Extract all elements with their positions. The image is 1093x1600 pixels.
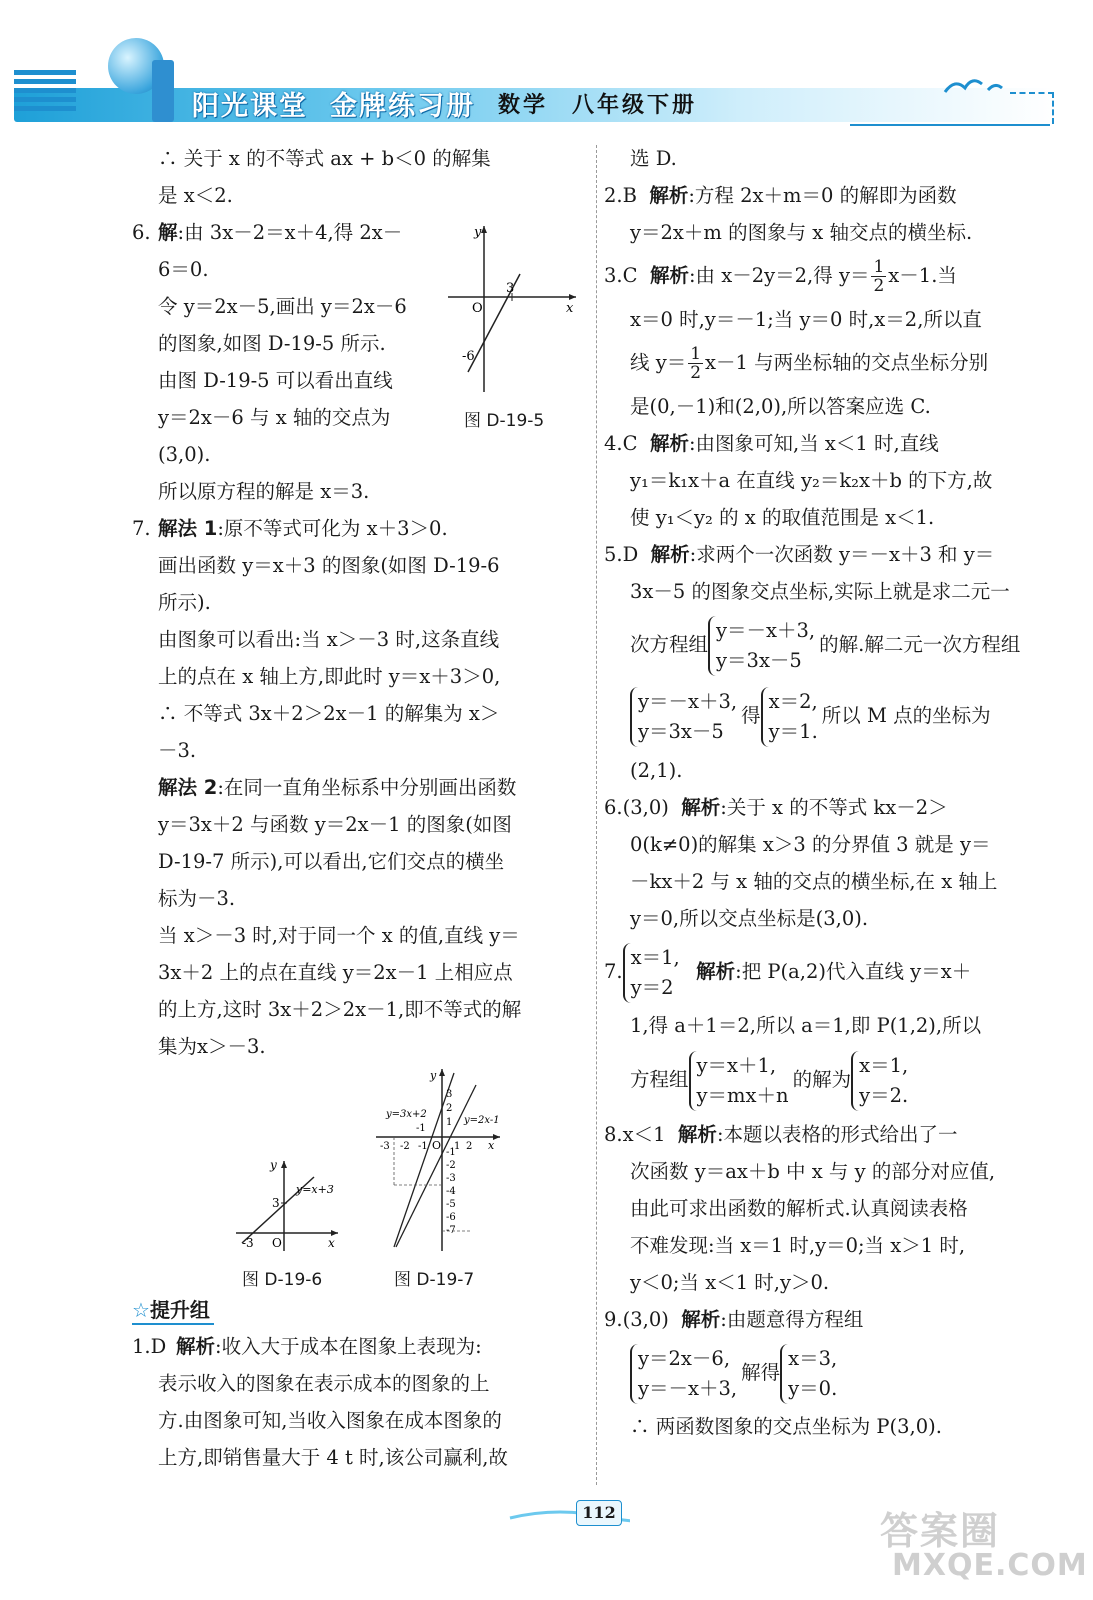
q3-line: 3.C 解析:由 x－2y＝2,得 y＝ $\frac{1}{2}$ x－1.当 [604,257,957,296]
text-line: y₁＝k₁x＋a 在直线 y₂＝k₂x＋b 的下方,故 [630,469,993,492]
text-line: 所示). [158,591,211,614]
y-axis-label: y [430,1069,437,1082]
fraction-half: $\frac{1}{2}$ [690,344,702,383]
text-line: 当 x＞－3 时,对于同一个 x 的值,直线 y＝ [158,924,520,947]
tick-y-left: -1 [416,1123,426,1134]
text-line: 方.由图象可知,当收入图象在成本图象的 [158,1409,502,1432]
q2-line: 2.B 解析:方程 2x＋m＝0 的解即为函数 [604,184,957,207]
q5-line: 5.D 解析:求两个一次函数 y＝－x＋3 和 y＝ [604,543,995,566]
x-axis-label: x [566,301,574,316]
y-axis-label: y [474,225,482,240]
text-line: (2,1). [630,759,683,782]
equation-system: y＝－x＋3, y＝3x－5 [708,616,819,676]
page-number: 112 [576,1500,622,1526]
q7-line: 7. 解法 1:原不等式可化为 x＋3＞0. [132,517,448,540]
text-line: y＝3x＋2 与函数 y＝2x－1 的图象(如图 [158,813,512,836]
header-rule [850,124,1050,126]
text-line: ∴ 关于 x 的不等式 ax + b＜0 的解集 [158,147,491,170]
star-icon: ☆ [132,1298,150,1322]
fraction-half: $\frac{1}{2}$ [873,257,885,296]
header-corner [1010,92,1054,124]
figure-caption: 图 D-19-6 [242,1270,323,1290]
text-line: y＜0;当 x＜1 时,y＞0. [630,1271,830,1294]
equation-system: y＝x＋1, y＝mx＋n [689,1051,793,1111]
text-line: 画出函数 y＝x＋3 的图象(如图 D-19-6 [158,554,500,577]
text-line: 6＝0. [158,258,209,281]
line2-label: y=2x-1 [464,1115,500,1126]
solution-system: x＝1, y＝2. [851,1051,912,1111]
tick-label: 1 [446,1117,453,1128]
figure-caption: 图 D-19-5 [464,411,545,431]
text-line: ∴ 两函数图象的交点坐标为 P(3,0). [630,1415,942,1438]
line-label: y=x+3 [296,1183,334,1196]
solution-system: x＝2, y＝1. [761,687,822,747]
tick-y-neg6: -6 [462,349,475,364]
text-line: 所以原方程的解是 x＝3. [158,480,370,503]
birds-icon [940,70,1010,100]
text-line: 方程组 y＝x＋1, y＝mx＋n 的解为 x＝1, y＝2. [604,1044,1056,1116]
watermark: 答案圈 [880,1509,1001,1553]
text-line: ∴ 不等式 3x＋2＞2x－1 的解集为 x＞ [158,702,500,725]
graph-two-lines [372,1065,512,1255]
grade-label: 八年级下册 [572,93,698,118]
section-heading: ☆提升组 [132,1294,214,1325]
text-line: 是 x＜2. [158,184,233,207]
text-line: 次函数 y＝ax＋b 中 x 与 y 的部分对应值, [630,1160,996,1183]
tick-y-3: 3 [272,1196,280,1210]
book-subtitle: 金牌练习册 [330,91,475,122]
watermark-url: MXQE.COM [892,1548,1088,1583]
origin-label: O [472,301,483,316]
answer-system: x＝1, y＝2 [623,943,684,1003]
t1-line: 1.D 解析:收入大于成本在图象上表现为: [132,1335,482,1358]
solution-system: x＝3, y＝0. [780,1344,841,1404]
text-line: 的图象,如图 D-19-5 所示. [158,332,386,355]
book-title: 阳光课堂 [192,91,308,122]
text-line: y＝0,所以交点坐标是(3,0). [630,907,869,930]
origin-label: O [432,1139,442,1152]
tick-label: -2 [400,1141,410,1152]
tick-label: -7 [446,1225,456,1236]
tick-label: 3 [446,1089,453,1100]
tick-label: -6 [446,1212,456,1223]
graph-y-x-3 [232,1155,352,1255]
text-line: 由图 D-19-5 可以看出直线 [158,369,393,392]
text-line: 标为－3. [158,887,236,910]
q8-line: 8.x＜1 解析:本题以表格的形式给出了一 [604,1123,958,1146]
text-line: 使 y₁＜y₂ 的 x 的取值范围是 x＜1. [630,506,935,529]
text-line: 表示收入的图象在表示成本的图象的上 [158,1372,490,1395]
text-line: 令 y＝2x－5,画出 y＝2x－6 [158,295,407,318]
text-line: 上的点在 x 轴上方,即此时 y＝x＋3＞0, [158,665,501,688]
method2-line: 解法 2:在同一直角坐标系中分别画出函数 [158,776,517,799]
page-header [0,0,1093,140]
tick-label: -3 [380,1141,390,1152]
q4-line: 4.C 解析:由图象可知,当 x＜1 时,直线 [604,432,939,455]
text-line: 选 D. [630,147,677,170]
header-stripes [14,70,76,120]
figure-d-19-7 [372,1065,512,1290]
tick-label: 1 [454,1141,461,1152]
text-line: 3x－5 的图象交点坐标,实际上就是求二元一 [630,580,1010,603]
text-line: 是(0,－1)和(2,0),所以答案应选 C. [630,395,931,418]
graph-y-2x-6 [442,222,582,402]
text-line: 3x＋2 上的点在直线 y＝2x－1 上相应点 [158,961,513,984]
q9-line: 9.(3,0) 解析:由题意得方程组 [604,1308,864,1331]
text-line: D-19-7 所示),可以看出,它们交点的横坐 [158,850,505,873]
tick-label: -5 [446,1199,456,1210]
text-line: 0(k≠0)的解集 x＞3 的分界值 3 就是 y＝ [630,833,991,856]
left-column-tail [132,1328,584,1476]
column-divider [596,145,598,1485]
equation-system: y＝2x－6, y＝－x＋3, [630,1344,741,1404]
right-column [604,140,1056,1445]
tick-x-neg3: -3 [242,1236,254,1250]
text-line: (3,0). [158,443,211,466]
tick-label: 2 [466,1141,473,1152]
text-line: y＝2x－6, y＝－x＋3, 解得 x＝3, y＝0. [604,1338,1056,1408]
line1-label: y=3x+2 [386,1109,427,1120]
text-line: 不难发现:当 x＝1 时,y＝0;当 x＞1 时, [630,1234,966,1257]
text-line: 集为x＞－3. [158,1035,266,1058]
q6-line: 6. 解:由 3x－2＝x＋4,得 2x－ [132,221,403,244]
x-axis-label: x [328,1236,335,1250]
tick-label: -3 [446,1173,456,1184]
text-line: y＝2x－6 与 x 轴的交点为 [158,406,391,429]
tick-label: -4 [446,1186,456,1197]
text-line: y＝2x＋m 的图象与 x 轴交点的横坐标. [630,221,973,244]
text-line: y＝－x＋3, y＝3x－5 得 x＝2, y＝1. 所以 M 点的坐标为 [604,680,1056,752]
text-line: －3. [158,739,197,762]
tower-icon [152,60,174,122]
text-line: 的上方,这时 3x＋2＞2x－1,即不等式的解 [158,998,522,1021]
text-line: 上方,即销售量大于 4 t 时,该公司赢利,故 [158,1446,508,1469]
text-line: 由图象可以看出:当 x＞－3 时,这条直线 [158,628,500,651]
figure-caption: 图 D-19-7 [394,1270,475,1290]
q6-line: 6.(3,0) 解析:关于 x 的不等式 kx－2＞ [604,796,948,819]
text-line: 1,得 a＋1＝2,所以 a＝1,即 P(1,2),所以 [630,1014,982,1037]
text-line: 次方程组 y＝－x＋3, y＝3x－5 的解.解二元一次方程组 [604,610,1056,680]
x-axis-label: x [488,1139,495,1152]
equation-system: y＝－x＋3, y＝3x－5 [630,687,741,747]
tick-label: 2 [446,1103,453,1114]
text-line: －kx＋2 与 x 轴的交点的横坐标,在 x 轴上 [630,870,998,893]
figure-d-19-6 [232,1155,352,1290]
tick-x-3: 3 [506,281,515,296]
subject-label: 数学 [498,93,549,118]
y-axis-label: y [270,1158,277,1172]
y-ticks-positive [446,1089,452,1128]
tick-label: -2 [446,1160,456,1171]
text-line: 由此可求出函数的解析式.认真阅读表格 [630,1197,968,1220]
tick-label: -1 [418,1141,428,1152]
q7-line: 7. x＝1, y＝2 解析:把 P(a,2)代入直线 y＝x＋ [604,937,1056,1007]
y-ticks-negative [446,1147,456,1236]
origin-label: O [272,1236,282,1250]
text-line: x＝0 时,y＝－1;当 y＝0 时,x＝2,所以直 [630,308,982,331]
figure-d-19-5 [442,222,582,431]
text-line: 线 y＝ $\frac{1}{2}$ x－1 与两坐标轴的交点坐标分别 [630,344,989,383]
tick-label: -1 [446,1147,456,1158]
